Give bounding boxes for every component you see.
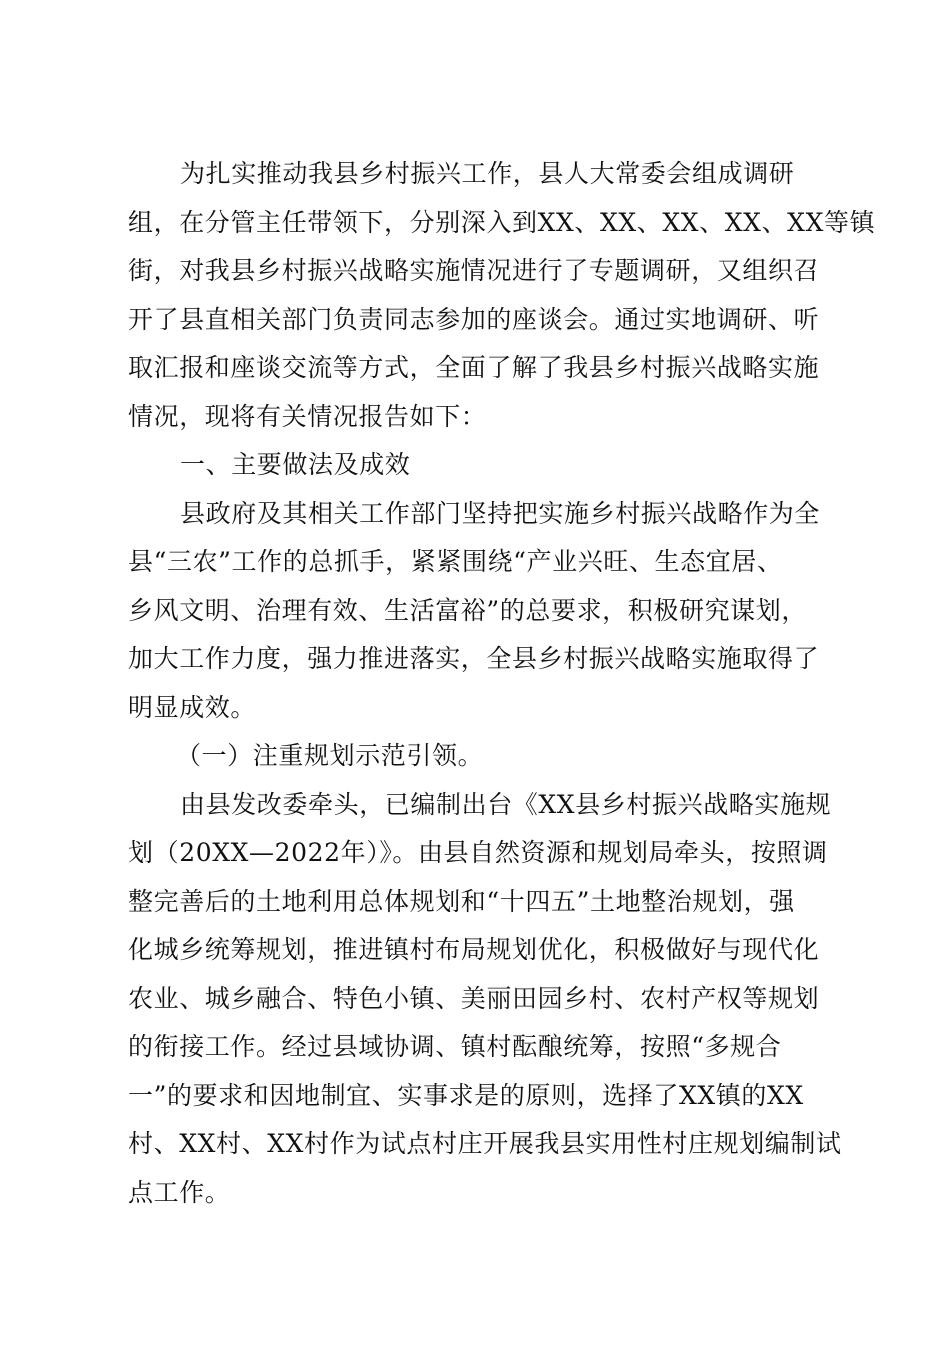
paragraph-line: 取汇报和座谈交流等方式，全面了解了我县乡村振兴战略实施 xyxy=(128,353,820,382)
paragraph-line: 开了县直相关部门负责同志参加的座谈会。通过实地调研、听 xyxy=(128,304,820,334)
intro-paragraph xyxy=(128,150,876,441)
paragraph-line: 明显成效。 xyxy=(128,692,257,722)
subsection-heading: （一）注重规划示范引领。 xyxy=(176,741,484,770)
paragraph-line: 的衔接工作。经过县域协调、镇村酝酿统筹，按照“多规合 xyxy=(128,1032,782,1061)
section-paragraph xyxy=(128,490,834,733)
document-body xyxy=(128,150,876,1217)
paragraph-line: 加大工作力度，强力推进落实，全县乡村振兴战略实施取得了 xyxy=(128,644,820,673)
paragraph-line: 划（20XX—2022年）》。由县自然资源和规划局牵头，按照调 xyxy=(128,838,828,867)
paragraph-line: 为扎实推动我县乡村振兴工作，县人大常委会组成调研 xyxy=(180,159,795,188)
paragraph-line: 点工作。 xyxy=(128,1177,231,1207)
paragraph-line: 情况，现将有关情况报告如下： xyxy=(128,401,487,431)
paragraph-line: 县政府及其相关工作部门坚持把实施乡村振兴战略作为全 xyxy=(180,498,821,528)
paragraph-line: 一”的要求和因地制宜、实事求是的原则，选择了XX镇的XX xyxy=(128,1080,804,1110)
paragraph-line: 化城乡统筹规划，推进镇村布局规划优化，积极做好与现代化 xyxy=(128,935,820,964)
paragraph-line: 农业、城乡融合、特色小镇、美丽田园乡村、农村产权等规划 xyxy=(128,983,820,1013)
paragraph-line: 整完善后的土地利用总体规划和“十四五”土地整治规划，强 xyxy=(128,886,795,916)
paragraph-line: 县“三农”工作的总抓手，紧紧围绕“产业兴旺、生态宜居、 xyxy=(128,547,783,576)
subsection-paragraph xyxy=(128,781,842,1218)
section-heading: 一、主要做法及成效 xyxy=(180,450,411,479)
paragraph-line: 村、XX村、XX村作为试点村庄开展我县实用性村庄规划编制试 xyxy=(128,1129,842,1158)
paragraph-line: 组，在分管主任带领下，分别深入到XX、XX、XX、XX、XX等镇 xyxy=(128,207,876,237)
paragraph-line: 街，对我县乡村振兴战略实施情况进行了专题调研，又组织召 xyxy=(128,256,820,285)
paragraph-line: 乡风文明、治理有效、生活富裕”的总要求，积极研究谋划， xyxy=(128,595,807,625)
paragraph-line: 由县发改委牵头，已编制出台《XX县乡村振兴战略实施规 xyxy=(180,789,832,819)
